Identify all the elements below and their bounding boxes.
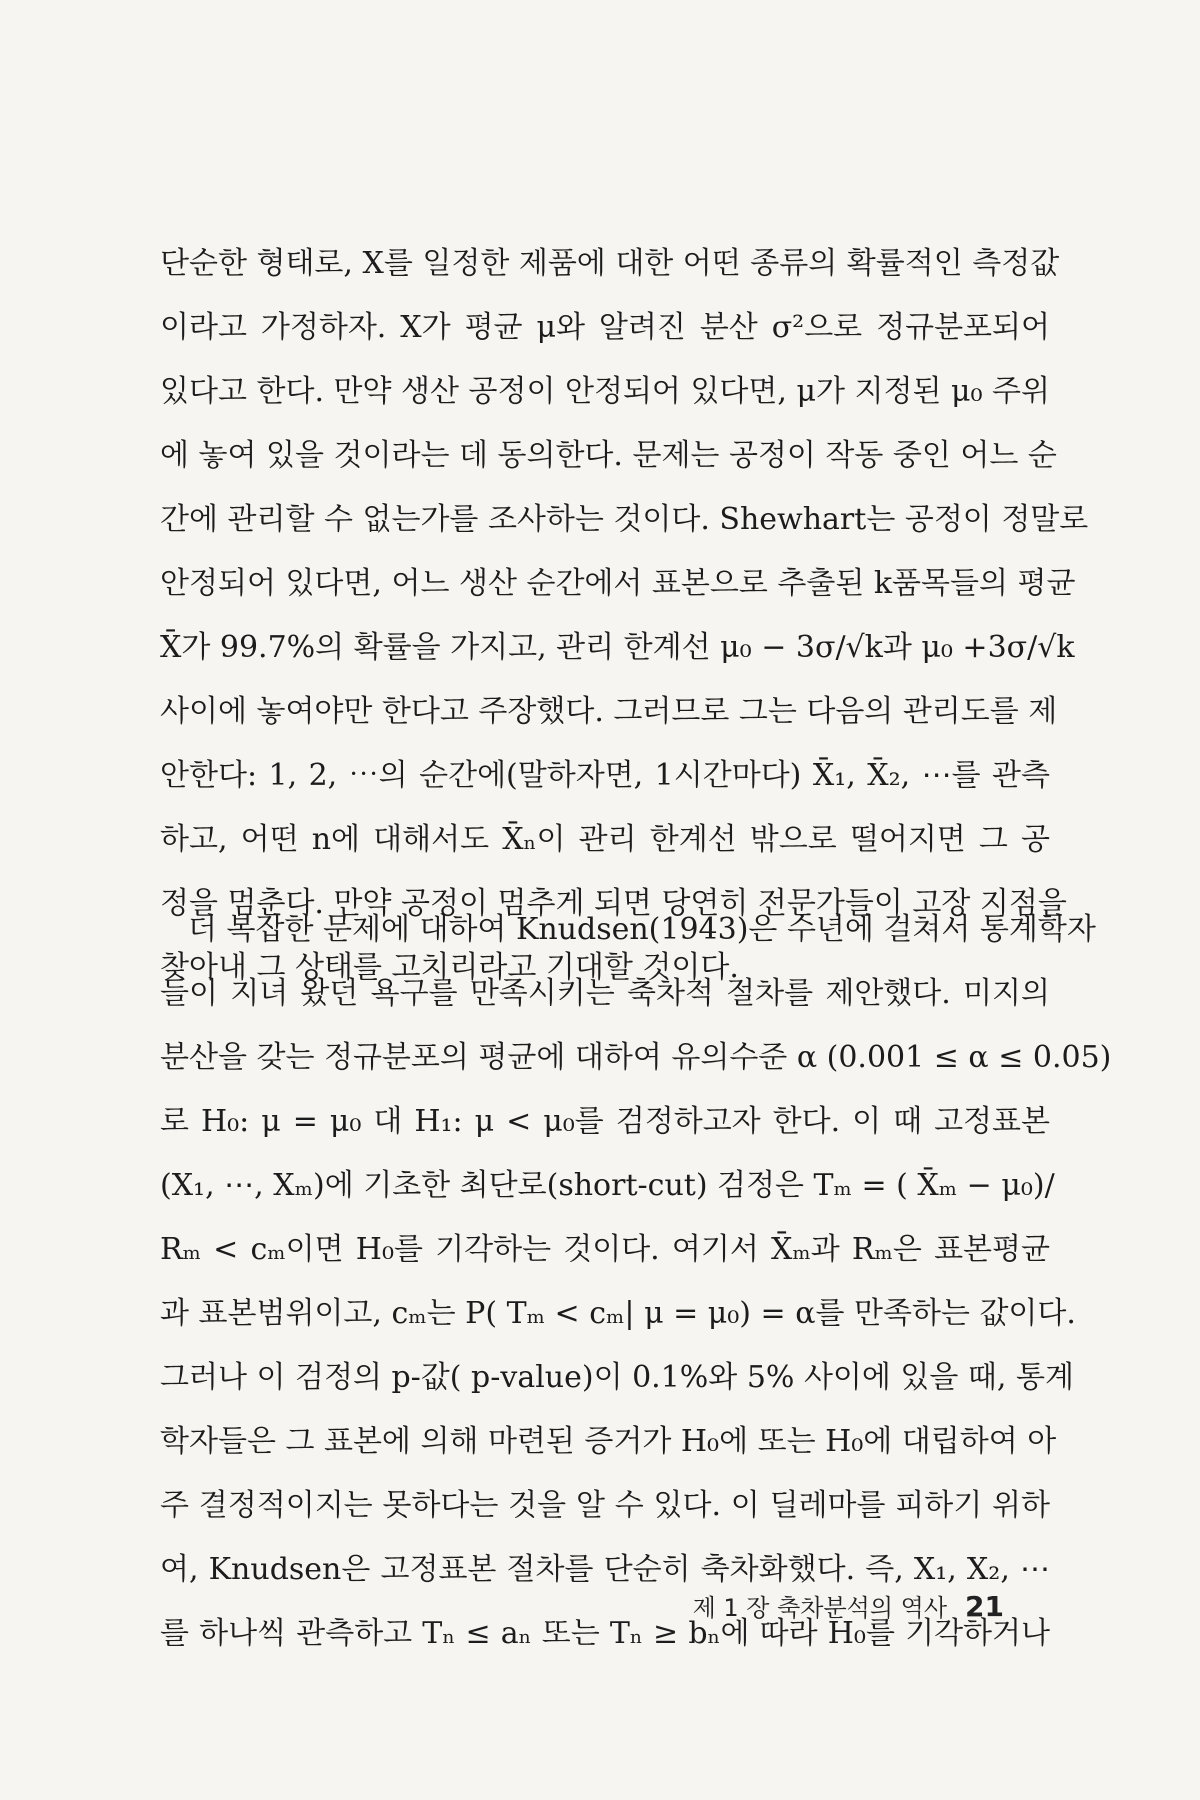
text-line: 더 복잡한 문제에 대하여 Knudsen(1943)은 수년에 걸쳐서 통계학자 <box>188 912 1096 947</box>
paragraph-knudsen <box>160 898 1112 1666</box>
text-line: 로 H₀: μ = μ₀ 대 H₁: μ < μ₀를 검정하고자 한다. 이 때 고정표본 <box>160 1104 1050 1139</box>
text-line: 를 하나씩 관측하고 Tₙ ≤ aₙ 또는 Tₙ ≥ bₙ에 따라 H₀를 기각하거나 <box>160 1616 1050 1651</box>
text-line: 에 놓여 있을 것이라는 데 동의한다. 문제는 공정이 작동 중인 어느 순 <box>160 438 1057 473</box>
text-line: 안정되어 있다면, 어느 생산 순간에서 표본으로 추출된 k품목들의 평균 <box>160 566 1076 601</box>
text-line: 학자들은 그 표본에 의해 마련된 증거가 H₀에 또는 H₀에 대립하여 아 <box>160 1424 1057 1459</box>
text-line: 정을 멈춘다. 만약 공정이 멈추게 되면 당연히 전문가들이 고장 지점을 <box>160 886 1067 921</box>
text-line: Rₘ < cₘ이면 H₀를 기각하는 것이다. 여기서 X̄ₘ과 Rₘ은 표본평균 <box>160 1232 1050 1267</box>
text-line: 그러나 이 검정의 p-값( p-value)이 0.1%와 5% 사이에 있을 때, 통계 <box>160 1360 1074 1395</box>
text-line: X̄가 99.7%의 확률을 가지고, 관리 한계선 μ₀ − 3σ/√k과 μ₀ +3σ/√k <box>160 630 1075 665</box>
text-line: 여, Knudsen은 고정표본 절차를 단순히 축차화했다. 즉, X₁, X₂, ⋯ <box>160 1552 1050 1587</box>
text-line: (X₁, ⋯, Xₘ)에 기초한 최단로(short-cut) 검정은 Tₘ = ( X̄ₘ − μ₀)/ <box>160 1168 1055 1203</box>
text-line: 단순한 형태로, X를 일정한 제품에 대한 어떤 종류의 확률적인 측정값 <box>160 246 1060 281</box>
page-number: 21 <box>965 1590 1004 1623</box>
text-line: 분산을 갖는 정규분포의 평균에 대하여 유의수준 α (0.001 ≤ α ≤ 0.05) <box>160 1040 1112 1075</box>
text-line: 들이 지녀 왔던 욕구를 만족시키는 축차적 절차를 제안했다. 미지의 <box>160 976 1050 1011</box>
text-line: 있다고 한다. 만약 생산 공정이 안정되어 있다면, μ가 지정된 μ₀ 주위 <box>160 374 1050 409</box>
text-line: 안한다: 1, 2, ⋯의 순간에(말하자면, 1시간마다) X̄₁, X̄₂, ⋯를 관측 <box>160 758 1050 793</box>
text-line: 하고, 어떤 n에 대해서도 X̄ₙ이 관리 한계선 밖으로 떨어지면 그 공 <box>160 822 1050 857</box>
page-footer <box>693 1588 1004 1623</box>
paragraph-shewhart <box>160 232 1096 1000</box>
text-line: 간에 관리할 수 없는가를 조사하는 것이다. Shewhart는 공정이 정말로 <box>160 502 1089 537</box>
text-line: 주 결정적이지는 못하다는 것을 알 수 있다. 이 딜레마를 피하기 위하 <box>160 1488 1050 1523</box>
text-line: 사이에 놓여야만 한다고 주장했다. 그러므로 그는 다음의 관리도를 제 <box>160 694 1058 729</box>
text-line: 이라고 가정하자. X가 평균 μ와 알려진 분산 σ²으로 정규분포되어 <box>160 310 1050 345</box>
text-line: 찾아내 그 상태를 고치리라고 기대할 것이다. <box>160 950 739 985</box>
text-line: 과 표본범위이고, cₘ는 P( Tₘ < cₘ| μ = μ₀) = α를 만족하는 값이다. <box>160 1296 1076 1331</box>
chapter-title: 제 1 장 축차분석의 역사 <box>692 1594 948 1622</box>
